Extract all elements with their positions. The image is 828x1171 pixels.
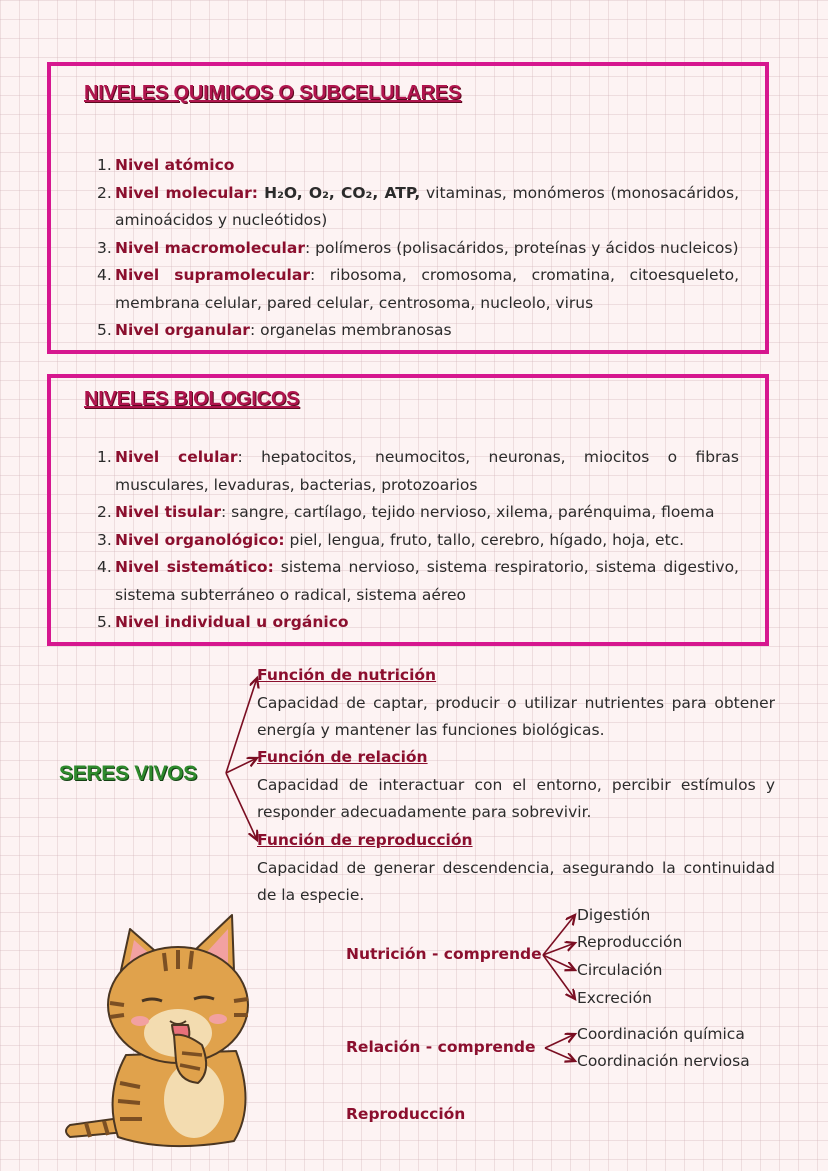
list-item [99,317,739,345]
arrow-coord-nerviosa [545,1048,575,1061]
item-number: 1. [97,156,112,174]
arrow-relacion [226,758,257,773]
section-title: NIVELES QUIMICOS O SUBCELULARES [84,82,462,104]
cat-illustration [56,905,286,1155]
section-title: NIVELES BIOLOGICOS [84,388,300,410]
item-term: Nivel molecular: [115,183,258,202]
list-item [99,527,739,555]
item-term: Nivel sistemático: [115,558,274,576]
arrow-digestion [543,915,575,955]
arrow-coord-quimica [545,1034,575,1048]
item-text: : ribosoma, cromosoma, cromatina, citoesqueleto, membrana celular, pared celular, centrosoma, nucleolo, virus [115,266,739,312]
relacion-item: Coordinación nerviosa [577,1052,750,1070]
item-number: 3. [97,530,112,549]
item-number: 4. [97,266,112,284]
function-relacion [257,744,775,827]
item-term: Nivel organológico: [115,530,285,549]
item-number: 3. [97,238,112,257]
list-item [99,499,739,527]
item-text: vitaminas, monómeros (monosacáridos, aminoácidos y nucleótidos) [115,183,739,229]
relacion-item: Coordinación química [577,1025,745,1043]
function-description: Capacidad de captar, producir o utilizar nutrientes para obtener energía y mantener las funciones biológicas. [257,693,775,739]
item-text: : polímeros (polisacáridos, proteínas y ácidos nucleicos) [304,238,739,257]
list-item [99,444,739,499]
item-number: 5. [97,321,112,339]
list-item [99,180,739,235]
list-item [99,235,739,263]
item-number: 5. [97,613,112,631]
item-term: Nivel macromolecular [115,238,305,257]
item-term: Nivel organular [115,321,250,339]
reproduccion-label: Reproducción [346,1105,466,1123]
item-number: 4. [97,558,112,576]
list-item [99,152,739,180]
nutricion-label: Nutrición - comprende [346,945,542,963]
level-list [99,152,739,345]
item-formula: H₂O, O₂, CO₂, ATP, [257,183,421,202]
relacion-label: Relación - comprende [346,1038,536,1056]
item-text: : organelas membranosas [249,321,452,339]
function-reproduccion [257,827,775,910]
list-item [99,554,739,609]
item-text: : sangre, cartílago, tejido nervioso, xilema, parénquima, floema [221,503,715,521]
function-title: Función de reproducción [257,831,473,849]
item-term: Nivel celular [115,448,238,466]
arrow-reproduccion [226,773,257,840]
section-chemical-levels [47,62,769,354]
item-term: Nivel individual u orgánico [115,613,349,631]
item-text: : hepatocitos, neumocitos, neuronas, miocitos o fibras musculares, levaduras, bacterias, protozoarios [115,448,740,494]
nutricion-item: Circulación [577,961,663,979]
function-description: Capacidad de generar descendencia, asegurando la continuidad de la especie. [257,858,775,904]
nutricion-item: Reproducción [577,933,683,951]
item-text: sistema nervioso, sistema respiratorio, sistema digestivo, sistema subterráneo o radical, sistema aéreo [115,558,739,604]
level-list [99,444,739,637]
item-term: Nivel atómico [115,156,235,174]
item-text: piel, lengua, fruto, tallo, cerebro, hígado, hoja, etc. [284,530,685,549]
item-number: 2. [97,183,112,202]
list-item [99,262,739,317]
function-title: Función de nutrición [257,666,437,684]
arrow-circulacion [543,955,575,970]
list-item [99,609,739,637]
item-number: 2. [97,503,112,521]
section-biological-levels [47,374,769,646]
function-description: Capacidad de interactuar con el entorno, percibir estímulos y responder adecuadamente para sobrevivir. [257,775,775,821]
item-term: Nivel supramolecular [115,266,310,284]
item-number: 1. [97,448,112,466]
arrow-nutricion [226,678,257,773]
nutricion-item: Digestión [577,906,651,924]
seres-vivos-title: SERES VIVOS [59,762,197,785]
item-term: Nivel tisular [115,503,222,521]
function-title: Función de relación [257,748,428,766]
nutricion-item: Excreción [577,989,652,1007]
arrow-excrecion [543,955,575,999]
function-nutricion [257,662,775,745]
arrow-reproduccion-sub [543,943,575,955]
